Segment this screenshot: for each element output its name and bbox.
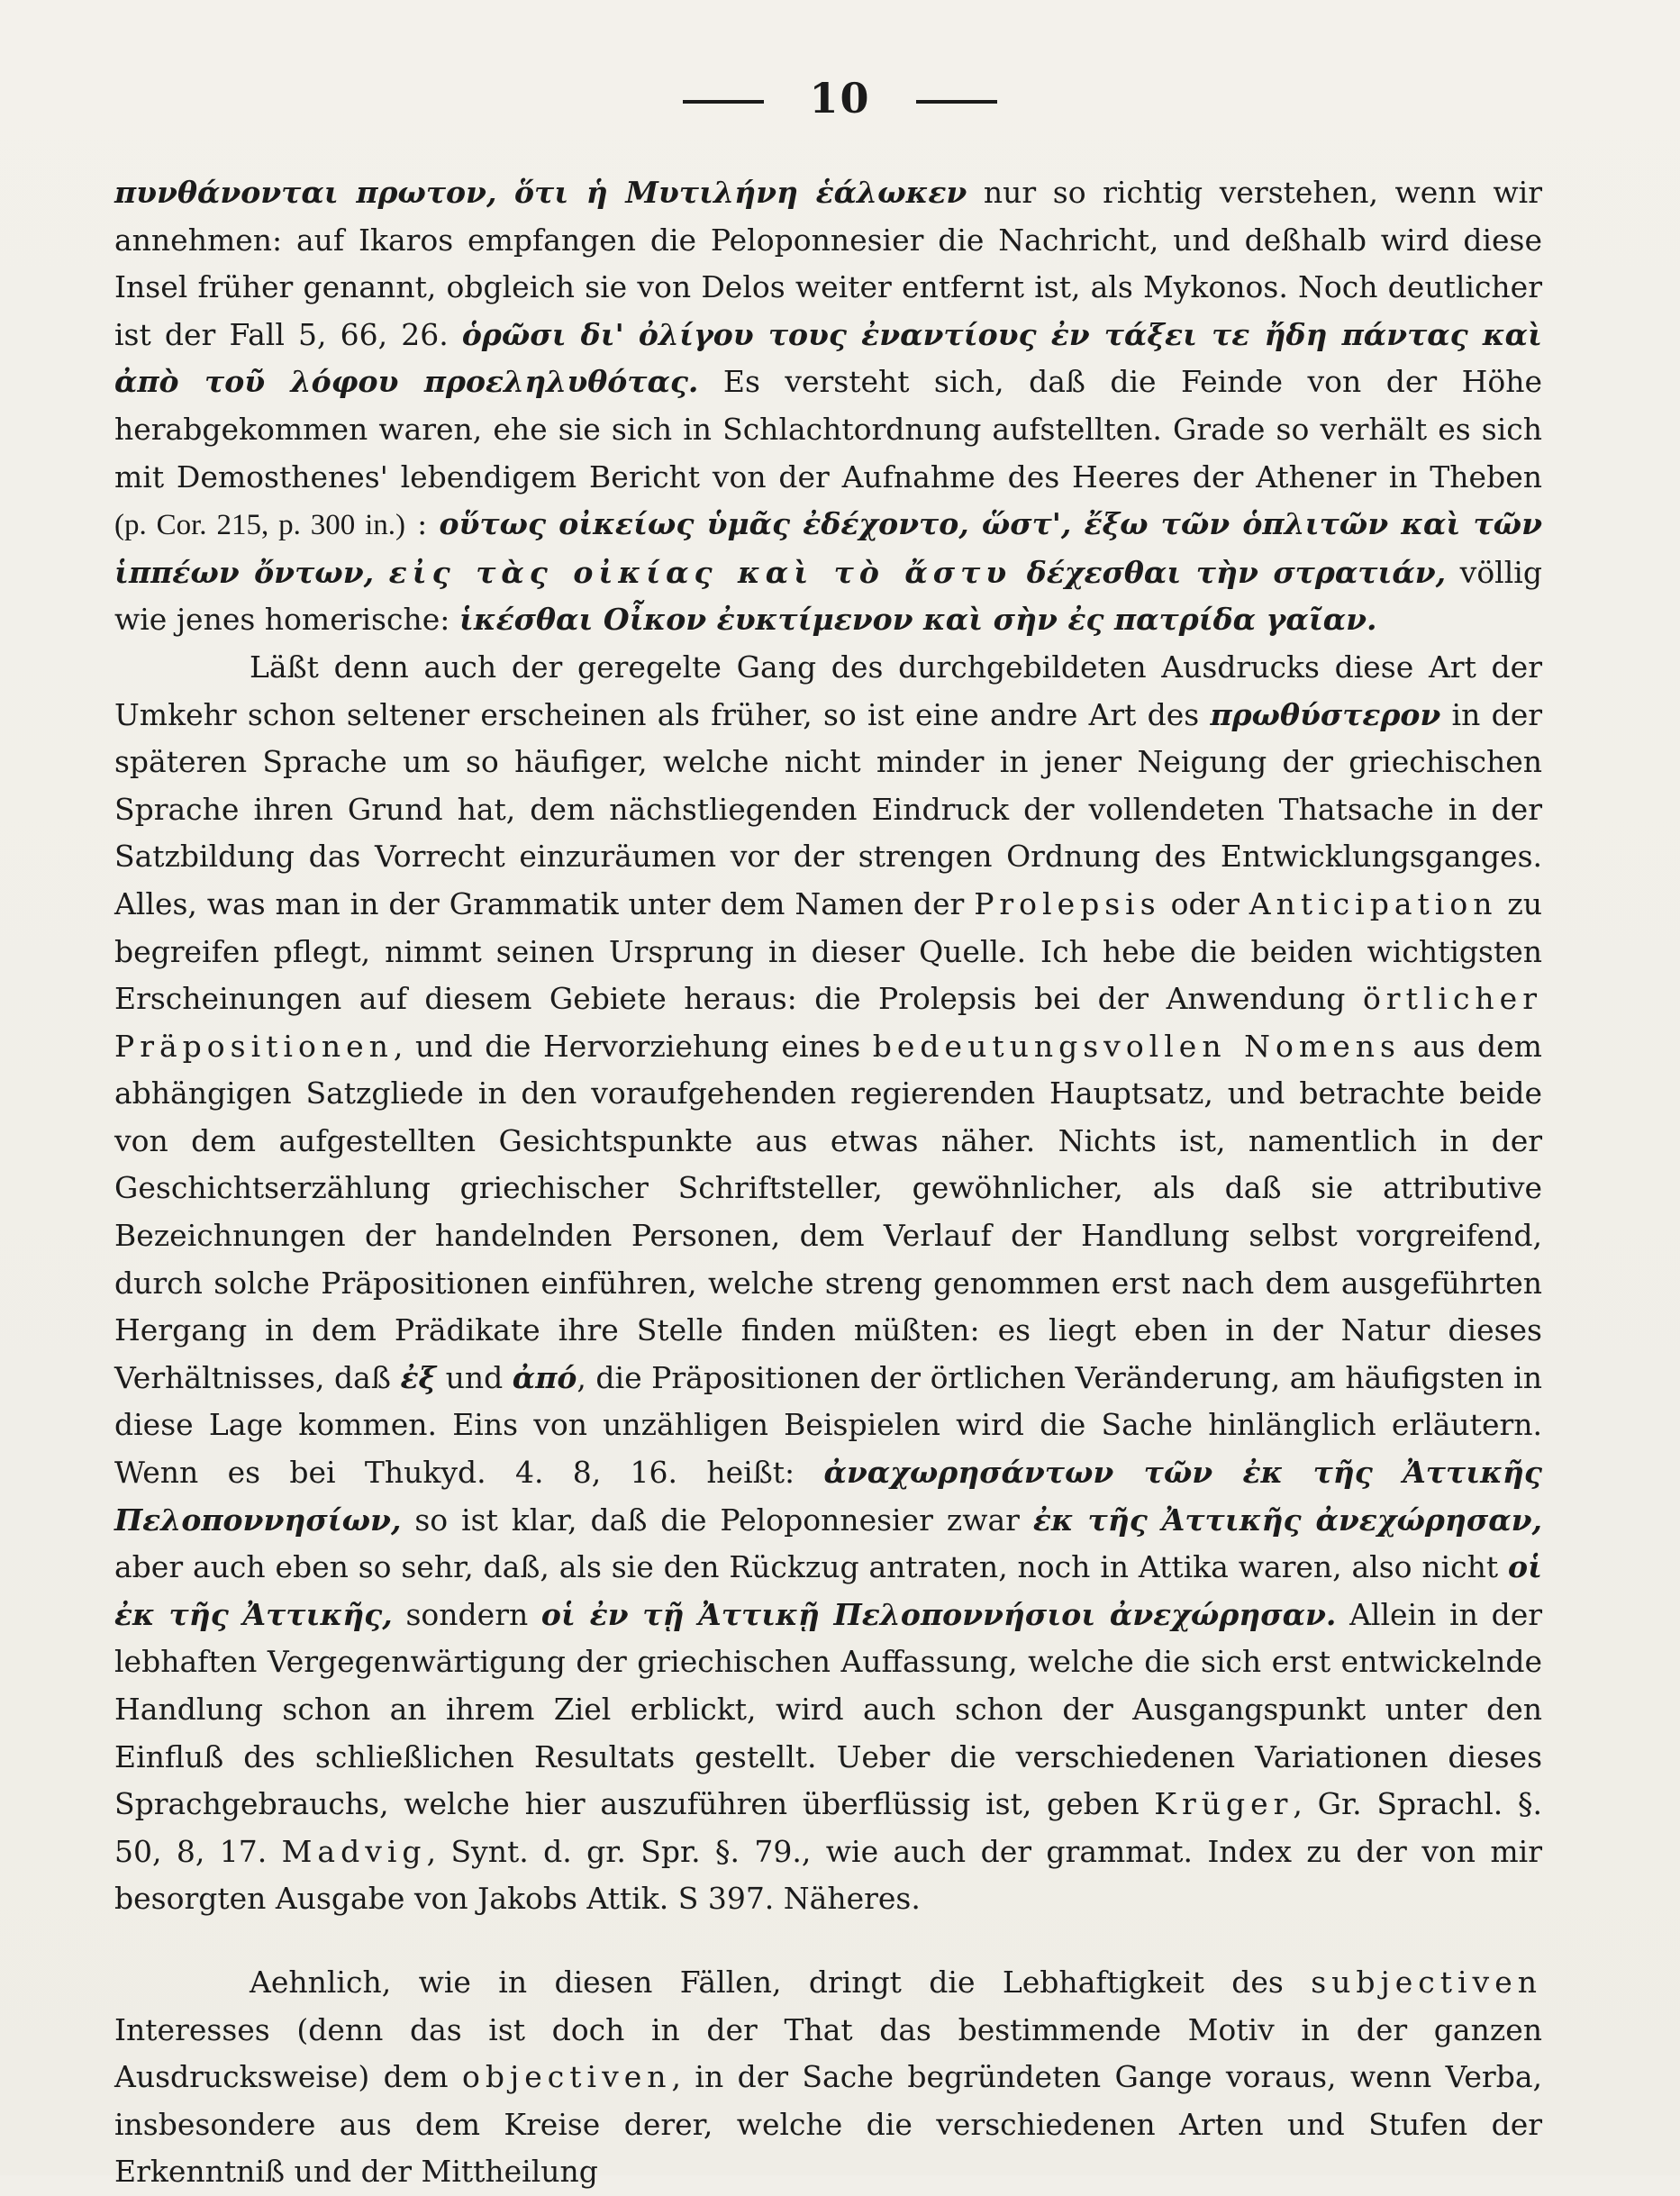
emphasized-term: Prolepsis (974, 885, 1161, 921)
text-segment: , Gr. Sprachl. §. 50, 8, 17. (114, 1786, 1542, 1869)
text-segment: zu begreifen pflegt, nimmt seinen Ursprung in dieser Quelle. Ich hebe die beiden wichtigsten Erscheinungen auf diesem Gebiete heraus: die Prolepsis bei der Anwendung (114, 885, 1542, 1017)
greek-quotation: δέχεσθαι τὴν στρατιάν, (1012, 554, 1447, 590)
paragraph (114, 644, 1542, 1923)
greek-quotation: οὕτως οἰκείως ὑμᾶς ἐδέχοντο, ὥστ', ἔξω τῶν ὁπλιτῶν καὶ τῶν ἱππέων ὄντων, (114, 506, 1542, 590)
emphasized-term: Krüger (1154, 1786, 1294, 1822)
text-segment: aber auch eben so sehr, daß, als sie den Rückzug antraten, noch in Attika waren, also nicht (114, 1549, 1509, 1585)
emphasized-term: subjectiven (1311, 1964, 1542, 2000)
text-segment: Interesses (denn das ist doch in der That das bestimmende Motiv in der ganzen Ausdrucksweise) dem (114, 2011, 1542, 2095)
text-segment: oder (1160, 885, 1249, 921)
emphasized-term: Anticipation (1249, 885, 1498, 921)
greek-quotation: ἀπό (512, 1359, 577, 1395)
paragraph (114, 169, 1542, 644)
text-segment: : (405, 506, 440, 542)
emphasized-term: bedeutungsvollen Nomens (872, 1028, 1401, 1064)
text-segment: nur so richtig verstehen, wenn wir annehmen: auf Ikaros empfangen die Peloponnesier die Nachricht, und deßhalb wird diese Insel früher genannt, obgleich sie von Delos weiter entfernt ist, als Mykonos. Noch deutlicher ist der Fall 5, 66, 26. (114, 175, 1542, 352)
text-segment: und (436, 1359, 513, 1395)
text-segment: , in der Sache begründeten Gange voraus, wenn Verba, insbesondere aus dem Kreise derer, welche die verschiedenen Arten und Stufen der Erkenntniß und der Mittheilung (114, 2059, 1542, 2190)
text-segment: sondern (392, 1596, 541, 1632)
greek-quotation: οἱ ἐκ τῆς Ἀττικῆς, (114, 1549, 1542, 1632)
text-segment: so ist klar, daß die Peloponnesier zwar (401, 1502, 1033, 1538)
text-segment: Läßt denn auch der geregelte Gang des durchgebildeten Ausdrucks diese Art der Umkehr schon seltener erscheinen als früher, so ist eine andre Art des (114, 649, 1542, 732)
right-dash (916, 100, 997, 104)
greek-quotation: πρωθύστερον (1210, 696, 1441, 732)
text-segment: in der späteren Sprache um so häufiger, welche nicht minder in jener Neigung der griechischen Sprache ihren Grund hat, dem nächstliegenden Eindruck der vollendeten Thatsache in der Satzbildung das Vorrecht einzuräumen vor der strengen Ordnung des Entwicklungsganges. Alles, was man in der Grammatik unter dem Namen der (114, 696, 1542, 921)
greek-quotation: οἱ ἐν τῇ Ἀττικῇ Πελοποννήσιοι ἀνεχώρησαν. (540, 1596, 1337, 1632)
text-segment: , und die Hervorziehung eines (393, 1028, 873, 1064)
page-number: 10 (809, 74, 871, 123)
greek-quotation: ἀναχωρησάντων τῶν ἐκ τῆς Ἀττικῆς Πελοποννησίων, (114, 1455, 1542, 1538)
greek-quotation: ἐξ (400, 1359, 437, 1395)
greek-quotation: εἰς τὰς οἰκίας καὶ τὸ ἄστυ (388, 554, 1013, 590)
page-number-header (0, 74, 1680, 123)
greek-quotation: ἱκέσθαι Οἶκον ἐυκτίμενον καὶ σὴν ἐς πατρίδα γαῖαν. (459, 602, 1377, 638)
text-segment: Allein in der lebhaften Vergegenwärtigung der griechischen Auffassung, welche die sich erst entwickelnde Handlung schon an ihrem Ziel erblickt, wird auch schon der Ausgangspunkt unter den Einfluß des schließlichen Resultats gestellt. Ueber die verschiedenen Variationen dieses Sprachgebrauchs, welche hier auszuführen überflüssig ist, geben (114, 1596, 1543, 1822)
emphasized-term: objectiven (462, 2059, 672, 2095)
left-dash (683, 100, 764, 104)
text-segment: (p. Cor. 215, p. 300 in.) (114, 509, 406, 542)
greek-quotation: πυνθάνονται πρωτον, ὅτι ἡ Μυτιλήνη ἑάλωκεν (114, 175, 967, 210)
paragraph (114, 1959, 1542, 2196)
text-segment: Es versteht sich, daß die Feinde von der Höhe herabgekommen waren, ehe sie sich in Schlachtordnung aufstellten. Grade so verhält es sich mit Demosthenes' lebendigem Bericht von der Aufnahme des Heeres der Athener in Theben (114, 364, 1542, 495)
emphasized-term: örtlicher Präpositionen (114, 981, 1542, 1064)
text-segment: , Synt. d. gr. Spr. §. 79., wie auch der grammat. Index zu der von mir besorgten Ausgabe von Jakobs Attik. S 397. Näheres. (114, 1833, 1542, 1917)
text-segment: aus dem abhängigen Satzgliede in den voraufgehenden regierenden Hauptsatz, und betrachte beide von dem aufgestellten Gesichtspunkte aus etwas näher. Nichts ist, namentlich in der Geschichtserzählung griechischer Schriftsteller, gewöhnlicher, als daß sie attributive Bezeichnungen der handelnden Personen, dem Verlauf der Handlung selbst vorgreifend, durch solche Präpositionen einführen, welche streng genommen erst nach dem ausgeführten Hergang in dem Prädikate ihre Stelle finden müßten: es liegt eben in der Natur dieses Verhältnisses, daß (114, 1028, 1542, 1395)
greek-quotation: ἐκ τῆς Ἀττικῆς ἀνεχώρησαν, (1032, 1502, 1542, 1538)
text-segment: , die Präpositionen der örtlichen Veränderung, am häufigsten in diese Lage kommen. Eins von unzähligen Beispielen wird die Sache hinlänglich erläutern. Wenn es bei Thukyd. 4. 8, 16. heißt: (114, 1359, 1542, 1491)
greek-quotation: ὁρῶσι δι' ὀλίγου τους ἐναντίους ἐν τάξει τε ἤδη πάντας καὶ ἀπὸ τοῦ λόφου προεληλυθότας. (114, 316, 1542, 400)
text-segment: Aehnlich, wie in diesen Fällen, dringt die Lebhaftigkeit des (250, 1964, 1312, 2000)
body-text (114, 169, 1542, 2196)
text-segment: völlig wie jenes homerische: (114, 554, 1542, 638)
emphasized-term: Madvig (281, 1833, 427, 1869)
